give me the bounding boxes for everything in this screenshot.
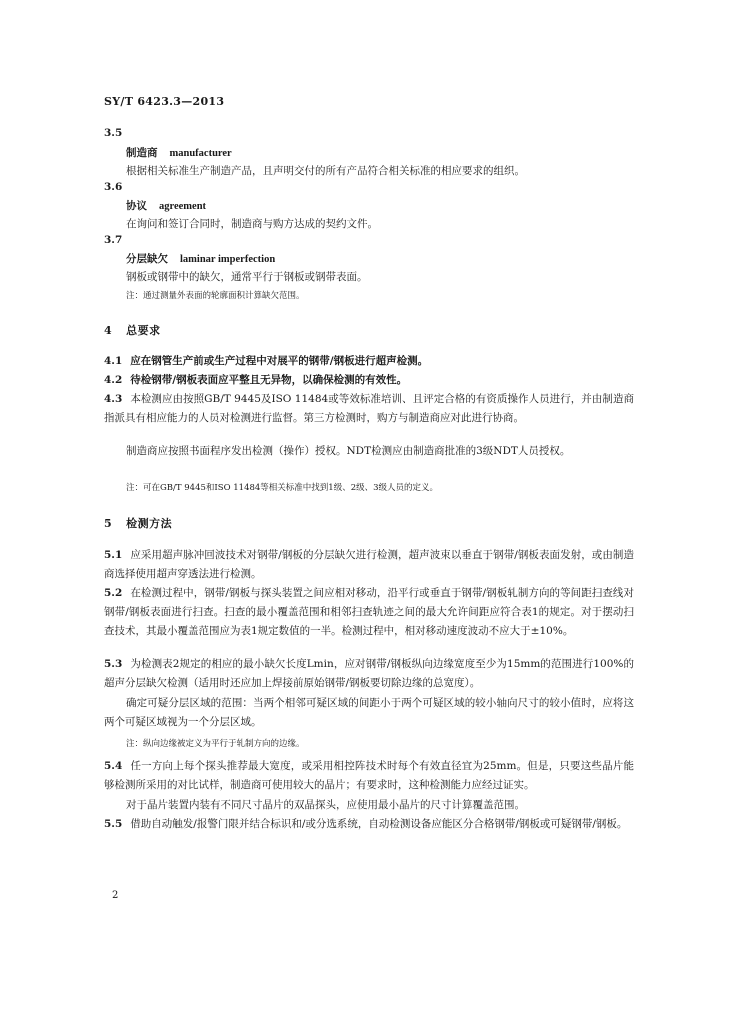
paragraph: 4.3 本检测应由按照GB/T 9445及ISO 11484或等效标准培训、且评定合格的有资质操作人员进行，并由制造商指派具有相应能力的人员对检测进行监督。第三方检测时，购方与制造商应对此进行协商。 xyxy=(104,393,634,424)
definition-text: 根据相关标准生产制造产品，且声明交付的所有产品符合相关标准的相应要求的组织。 xyxy=(126,165,525,177)
term-heading xyxy=(126,198,206,213)
paragraph: 4.2 待检钢带/钢板表面应平整且无异物，以确保检测的有效性。 xyxy=(104,374,408,386)
paragraph: 4.1 应在钢管生产前或生产过程中对展平的钢带/钢板进行超声检测。 xyxy=(104,355,429,367)
paragraph: 确定可疑分层区域的范围：当两个相邻可疑区域的间距小于两个可疑区域的较小轴向尺寸的较小值时，应将这两个可疑区域视为一个分层区域。 xyxy=(104,697,634,728)
term-en: agreement xyxy=(159,201,207,212)
term-heading xyxy=(126,145,232,160)
paragraph: 5.4 任一方向上每个探头推荐最大宽度，或采用相控阵技术时每个有效直径宜为25mm。但是，只要这些晶片能够检测所采用的对比试样，制造商可使用较大的晶片；有要求时，这种检测能力应经过证实。 xyxy=(104,760,634,791)
term-zh: 分层缺欠 xyxy=(126,253,168,265)
clause-number: 3.6 xyxy=(104,181,123,193)
paragraph: 5.2 在检测过程中，钢带/钢板与探头装置之间应相对移动，沿平行或垂直于钢带/钢板轧制方向的等间距扫查线对钢带/钢板表面进行扫查。扫查的最小覆盖范围和相邻扫查轨迹之间的最大允许间距应符合表1的规定。对于摆动扫查技术，其最小覆盖范围应为表1规定数值的一半。检测过程中，相对移动速度波动不应大于±10%。 xyxy=(104,587,634,637)
term-heading xyxy=(126,251,275,266)
term-zh: 协议 xyxy=(126,200,147,212)
paragraph: 制造商应按照书面程序发出检测（操作）授权。NDT检测应由制造商批准的3级NDT人员授权。 xyxy=(126,445,571,457)
paragraph: 5.3 为检测表2规定的相应的最小缺欠长度Lmin，应对钢带/钢板纵向边缘宽度至少为15mm的范围进行100%的超声分层缺欠检测（适用时还应加上焊接前原始钢带/钢板要切除边缘的总宽度）。 xyxy=(104,658,634,689)
clause-number: 3.5 xyxy=(104,127,123,139)
definition-text: 在询问和签订合同时，制造商与购方达成的契约文件。 xyxy=(126,218,378,230)
paragraph: 对于晶片装置内装有不同尺寸晶片的双晶探头，应使用最小晶片的尺寸计算覆盖范围。 xyxy=(126,799,525,811)
note-text: 注：纵向边缘被定义为平行于轧制方向的边缘。 xyxy=(126,739,305,749)
term-en: laminar imperfection xyxy=(180,254,276,265)
document-header: SY/T 6423.3—2013 xyxy=(104,95,225,108)
section-heading-5: 5 检测方法 xyxy=(104,517,173,530)
page-number: 2 xyxy=(112,890,119,901)
note-text: 注：可在GB/T 9445和ISO 11484等相关标准中找到1级、2级、3级人员的定义。 xyxy=(126,483,439,493)
definition-text: 钢板或钢带中的缺欠，通常平行于钢板或钢带表面。 xyxy=(126,271,368,283)
term-en: manufacturer xyxy=(169,148,232,159)
paragraph: 5.5 借助自动触发/报警门限并结合标识和/或分选系统，自动检测设备应能区分合格钢带/钢板或可疑钢带/钢板。 xyxy=(104,818,628,830)
clause-number: 3.7 xyxy=(104,234,123,246)
paragraph: 5.1 应采用超声脉冲回波技术对钢带/钢板的分层缺欠进行检测，超声波束以垂直于钢带/钢板表面发射，或由制造商选择使用超声穿透法进行检测。 xyxy=(104,549,634,580)
note-text: 注：通过测量外表面的轮廓面积计算缺欠范围。 xyxy=(126,291,305,301)
section-heading-4: 4 总要求 xyxy=(104,324,161,337)
term-zh: 制造商 xyxy=(126,147,158,159)
